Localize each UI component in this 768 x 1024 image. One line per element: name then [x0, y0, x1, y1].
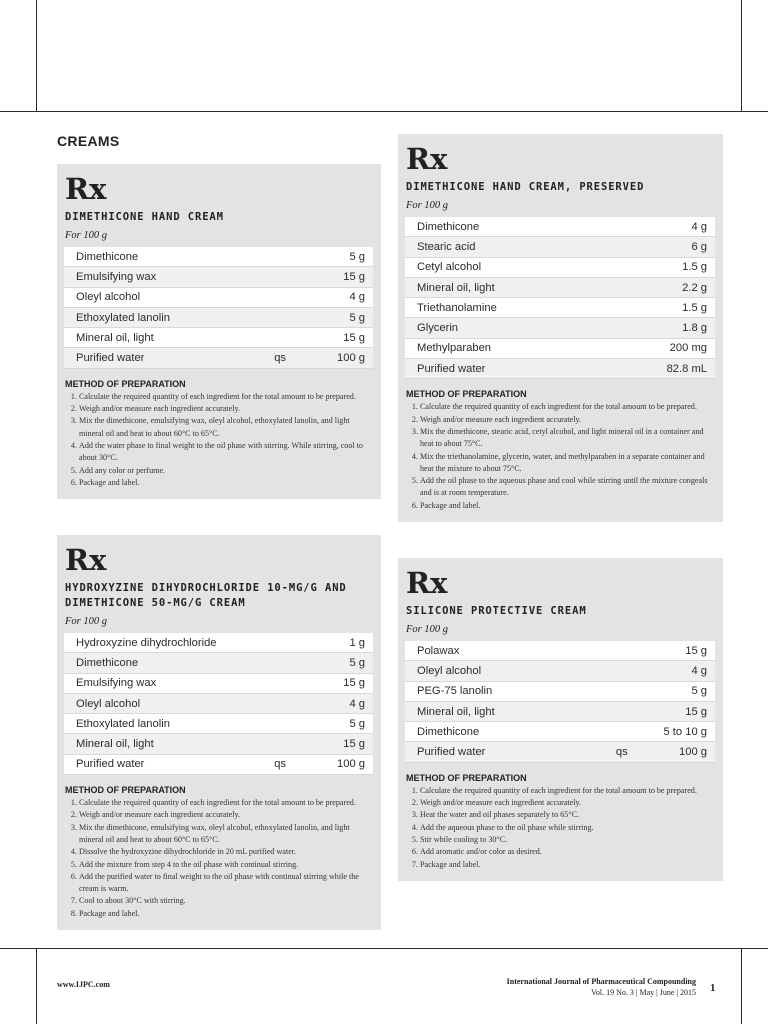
- ingredient-row: [64, 348, 373, 368]
- ingredient-name: Stearic acid: [405, 237, 597, 257]
- ingredient-row: [405, 701, 715, 721]
- recipe-yield: For 100 g: [65, 616, 107, 627]
- ingredient-name: Purified water: [64, 348, 256, 368]
- ingredient-qs: [256, 734, 293, 754]
- ingredient-amount: 4 g: [293, 693, 373, 713]
- ingredient-row: [405, 359, 715, 379]
- ingredient-amount: 15 g: [634, 641, 715, 661]
- method-step: 7. Package and label.: [420, 859, 715, 871]
- ingredient-name: Dimethicone: [64, 653, 256, 673]
- ingredient-name: Purified water: [405, 742, 597, 762]
- ingredient-amount: 5 g: [293, 247, 373, 267]
- trim-line-right-top: [741, 0, 742, 111]
- ingredient-row: [405, 742, 715, 762]
- ingredient-qs: qs: [597, 742, 634, 762]
- issue-info: Vol. 19 No. 3 | May | June | 2015: [591, 988, 696, 997]
- method-title: METHOD OF PREPARATION: [65, 785, 186, 796]
- recipe-card-hydroxyzine-dimethicone-cream: [57, 535, 381, 930]
- method-step: 5. Add the mixture from step 4 to the oil phase with continual stirring.: [79, 859, 373, 871]
- ingredient-amount: 4 g: [293, 287, 373, 307]
- ingredient-amount: 5 g: [293, 714, 373, 734]
- ingredient-qs: [597, 661, 634, 681]
- ingredient-amount: 100 g: [293, 754, 373, 774]
- method-step: 4. Add the aqueous phase to the oil phase while stirring.: [420, 822, 715, 834]
- ingredient-name: Methylparaben: [405, 338, 597, 358]
- recipe-yield: For 100 g: [406, 200, 448, 211]
- ingredient-amount: 1.5 g: [634, 257, 715, 277]
- ingredient-row: [405, 722, 715, 742]
- ingredient-row: [405, 257, 715, 277]
- ingredient-name: Mineral oil, light: [64, 734, 256, 754]
- method-step: 2. Weigh and/or measure each ingredient accurately.: [79, 403, 373, 415]
- method-step: 5. Add any color or perfume.: [79, 465, 373, 477]
- ingredient-qs: [597, 722, 634, 742]
- method-step: 1. Calculate the required quantity of each ingredient for the total amount to be prepared.: [420, 401, 715, 413]
- method-step: 3. Mix the dimethicone, emulsifying wax, oleyl alcohol, ethoxylated lanolin, and light mineral oil and heat to about 60°C to 65°C.: [79, 415, 373, 440]
- ingredient-qs: [597, 338, 634, 358]
- ingredient-amount: 1 g: [293, 633, 373, 653]
- rx-symbol: Rx: [65, 543, 107, 577]
- ingredient-amount: 4 g: [634, 661, 715, 681]
- method-step: 4. Mix the triethanolamine, glycerin, water, and methylparaben in a separate container and heat the mixture to about 75°C.: [420, 451, 715, 476]
- ingredient-name: Cetyl alcohol: [405, 257, 597, 277]
- ingredients-table: [64, 633, 373, 775]
- ingredient-name: Mineral oil, light: [405, 701, 597, 721]
- ingredient-row: [405, 298, 715, 318]
- ingredient-row: [405, 277, 715, 297]
- ingredient-row: [64, 734, 373, 754]
- page-number: 1: [710, 982, 716, 994]
- method-title: METHOD OF PREPARATION: [406, 389, 527, 400]
- ingredient-row: [64, 307, 373, 327]
- method-step: 5. Add the oil phase to the aqueous phase and cool while stirring until the mixture congeals and is at room temperature.: [420, 475, 715, 500]
- method-steps: [65, 797, 373, 920]
- ingredient-row: [405, 661, 715, 681]
- ingredient-qs: qs: [256, 348, 293, 368]
- ingredient-qs: [597, 237, 634, 257]
- method-steps: [65, 391, 373, 489]
- recipe-card-dimethicone-hand-cream-preserved: [398, 134, 723, 522]
- ingredient-name: Oleyl alcohol: [405, 661, 597, 681]
- ingredient-name: Purified water: [64, 754, 256, 774]
- method-step: 2. Weigh and/or measure each ingredient accurately.: [420, 414, 715, 426]
- ingredient-qs: [597, 681, 634, 701]
- ingredient-name: Oleyl alcohol: [64, 693, 256, 713]
- ingredient-qs: [256, 693, 293, 713]
- ingredient-row: [64, 247, 373, 267]
- ingredient-name: Dimethicone: [405, 217, 597, 237]
- method-title: METHOD OF PREPARATION: [406, 772, 527, 783]
- ingredient-amount: 15 g: [293, 267, 373, 287]
- ingredient-row: [64, 714, 373, 734]
- ingredient-amount: 1.5 g: [634, 298, 715, 318]
- recipe-title: DIMETHICONE HAND CREAM: [65, 211, 224, 223]
- footer-website: www.IJPC.com: [57, 980, 110, 989]
- ingredient-name: Purified water: [405, 359, 597, 379]
- rx-symbol: Rx: [406, 566, 448, 600]
- method-step: 6. Add aromatic and/or color as desired.: [420, 846, 715, 858]
- ingredient-qs: [597, 277, 634, 297]
- ingredient-qs: [256, 714, 293, 734]
- ingredient-qs: [597, 257, 634, 277]
- method-step: 8. Package and label.: [79, 908, 373, 920]
- journal-name: International Journal of Pharmaceutical Compounding: [506, 977, 696, 986]
- ingredient-name: Polawax: [405, 641, 597, 661]
- ingredient-name: Dimethicone: [405, 722, 597, 742]
- recipe-yield: For 100 g: [65, 230, 107, 241]
- ingredient-qs: [597, 701, 634, 721]
- ingredient-amount: 4 g: [634, 217, 715, 237]
- method-step: 4. Add the water phase to final weight to the oil phase with stirring. While stirring, cool to about 30°C.: [79, 440, 373, 465]
- method-step: 3. Mix the dimethicone, emulsifying wax, oleyl alcohol, ethoxylated lanolin, and light mineral oil and heat to about 60°C to 65°C.: [79, 822, 373, 847]
- ingredient-amount: 5 g: [293, 307, 373, 327]
- ingredient-qs: [597, 217, 634, 237]
- method-step: 6. Add the purified water to final weight to the oil phase with continual stirring while the cream is warm.: [79, 871, 373, 896]
- ingredient-qs: [256, 673, 293, 693]
- recipe-title: SILICONE PROTECTIVE CREAM: [406, 605, 587, 617]
- recipe-card-silicone-protective-cream: [398, 558, 723, 881]
- trim-line-top: [0, 111, 768, 112]
- ingredient-name: Emulsifying wax: [64, 267, 256, 287]
- ingredients-table: [405, 217, 715, 379]
- ingredient-amount: 1.8 g: [634, 318, 715, 338]
- ingredient-amount: 5 g: [293, 653, 373, 673]
- ingredient-name: Triethanolamine: [405, 298, 597, 318]
- method-title: METHOD OF PREPARATION: [65, 378, 186, 389]
- recipe-yield: For 100 g: [406, 624, 448, 635]
- ingredient-row: [405, 338, 715, 358]
- ingredient-row: [64, 328, 373, 348]
- ingredient-row: [405, 217, 715, 237]
- ingredient-amount: 100 g: [634, 742, 715, 762]
- method-steps: [406, 401, 715, 512]
- ingredient-row: [64, 693, 373, 713]
- ingredients-table: [64, 247, 373, 369]
- ingredient-qs: [597, 641, 634, 661]
- ingredient-amount: 15 g: [634, 701, 715, 721]
- ingredient-row: [64, 633, 373, 653]
- ingredient-amount: 5 to 10 g: [634, 722, 715, 742]
- ingredient-amount: 2.2 g: [634, 277, 715, 297]
- ingredient-qs: [256, 328, 293, 348]
- recipe-title: HYDROXYZINE DIHYDROCHLORIDE 10-MG/G AND DIMETHICONE 50-MG/G CREAM: [65, 582, 347, 609]
- method-step: 6. Package and label.: [420, 500, 715, 512]
- ingredient-qs: [256, 633, 293, 653]
- ingredients-table: [405, 641, 715, 763]
- ingredient-row: [64, 653, 373, 673]
- ingredient-name: Ethoxylated lanolin: [64, 307, 256, 327]
- ingredient-qs: [256, 287, 293, 307]
- ingredient-name: PEG-75 lanolin: [405, 681, 597, 701]
- ingredient-row: [64, 673, 373, 693]
- ingredient-qs: [256, 247, 293, 267]
- ingredient-qs: [597, 298, 634, 318]
- trim-line-left-bottom: [36, 948, 37, 1024]
- ingredient-name: Ethoxylated lanolin: [64, 714, 256, 734]
- ingredient-amount: 82.8 mL: [634, 359, 715, 379]
- method-step: 3. Heat the water and oil phases separately to 65°C.: [420, 809, 715, 821]
- ingredient-row: [64, 267, 373, 287]
- ingredient-name: Glycerin: [405, 318, 597, 338]
- section-title: CREAMS: [57, 133, 120, 149]
- ingredient-qs: [597, 359, 634, 379]
- method-step: 2. Weigh and/or measure each ingredient accurately.: [79, 809, 373, 821]
- ingredient-name: Hydroxyzine dihydrochloride: [64, 633, 256, 653]
- method-step: 7. Cool to about 30°C with stirring.: [79, 895, 373, 907]
- ingredient-name: Mineral oil, light: [405, 277, 597, 297]
- ingredient-name: Mineral oil, light: [64, 328, 256, 348]
- method-step: 1. Calculate the required quantity of each ingredient for the total amount to be prepared.: [420, 785, 715, 797]
- ingredient-qs: qs: [256, 754, 293, 774]
- ingredient-amount: 5 g: [634, 681, 715, 701]
- ingredient-qs: [597, 318, 634, 338]
- ingredient-row: [405, 318, 715, 338]
- ingredient-row: [64, 754, 373, 774]
- ingredient-qs: [256, 267, 293, 287]
- ingredient-row: [405, 681, 715, 701]
- method-step: 2. Weigh and/or measure each ingredient accurately.: [420, 797, 715, 809]
- ingredient-qs: [256, 653, 293, 673]
- ingredient-row: [405, 641, 715, 661]
- ingredient-row: [405, 237, 715, 257]
- rx-symbol: Rx: [406, 142, 448, 176]
- ingredient-amount: 6 g: [634, 237, 715, 257]
- recipe-card-dimethicone-hand-cream: [57, 164, 381, 499]
- ingredient-name: Emulsifying wax: [64, 673, 256, 693]
- method-step: 5. Stir while cooling to 30°C.: [420, 834, 715, 846]
- ingredient-amount: 15 g: [293, 673, 373, 693]
- method-steps: [406, 785, 715, 871]
- ingredient-name: Dimethicone: [64, 247, 256, 267]
- ingredient-name: Oleyl alcohol: [64, 287, 256, 307]
- ingredient-qs: [256, 307, 293, 327]
- ingredient-amount: 200 mg: [634, 338, 715, 358]
- recipe-title: DIMETHICONE HAND CREAM, PRESERVED: [406, 181, 645, 193]
- ingredient-amount: 15 g: [293, 734, 373, 754]
- method-step: 4. Dissolve the hydroxyzine dihydrochloride in 20 mL purified water.: [79, 846, 373, 858]
- rx-symbol: Rx: [65, 172, 107, 206]
- footer-journal: [507, 976, 696, 998]
- method-step: 1. Calculate the required quantity of each ingredient for the total amount to be prepared.: [79, 391, 373, 403]
- ingredient-row: [64, 287, 373, 307]
- ingredient-amount: 15 g: [293, 328, 373, 348]
- method-step: 3. Mix the dimethicone, stearic acid, cetyl alcohol, and light mineral oil in a container and heat to about 75°C.: [420, 426, 715, 451]
- method-step: 1. Calculate the required quantity of each ingredient for the total amount to be prepared.: [79, 797, 373, 809]
- trim-line-bottom: [0, 948, 768, 949]
- method-step: 6. Package and label.: [79, 477, 373, 489]
- trim-line-right-bottom: [741, 948, 742, 1024]
- trim-line-left-top: [36, 0, 37, 111]
- ingredient-amount: 100 g: [293, 348, 373, 368]
